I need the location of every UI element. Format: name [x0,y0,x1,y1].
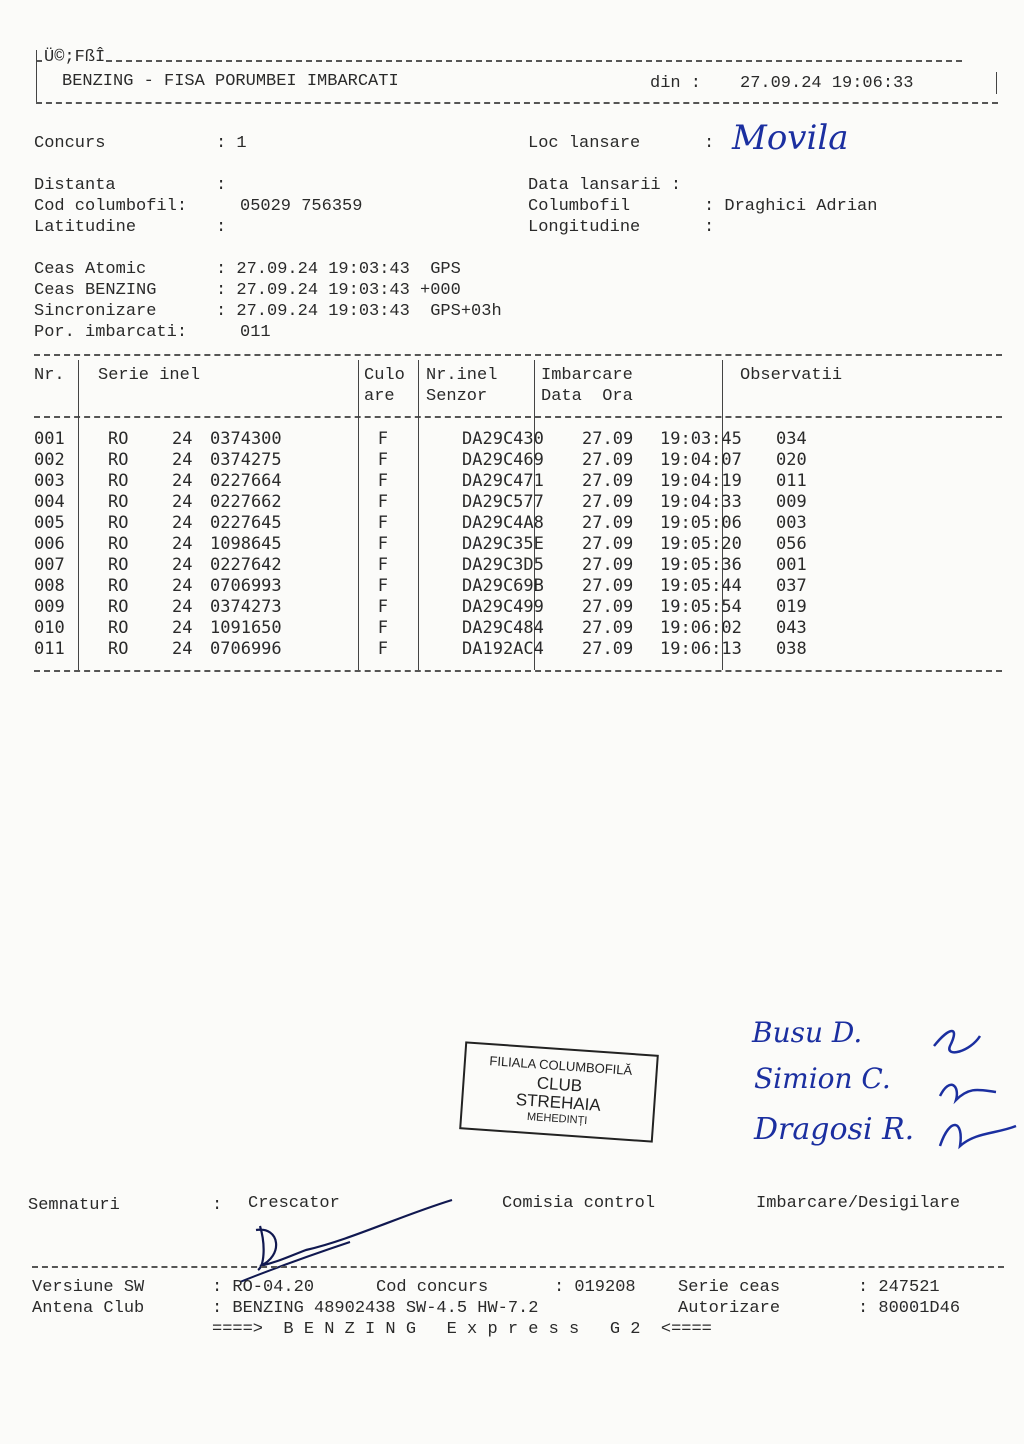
stamp-line-1: FILIALA COLUMBOFILĂ [488,1053,633,1079]
versiune-sw-label: Versiune SW [32,1278,145,1297]
cell-country: RO [108,617,129,638]
cell-culoare [396,491,454,512]
cell-sensor: DA29C430 [462,428,544,449]
table-row [34,617,836,638]
table-row [34,575,836,596]
cell-country: RO [108,533,129,554]
cell-nr: 011 [34,638,65,659]
cell-sensor: DA29C35E [462,533,544,554]
cell-year: 24 [172,512,193,533]
cell-nr: 006 [34,533,65,554]
cell-observatii: 009 [776,491,807,512]
cell-ring: 0374300 [210,428,282,449]
cell-sex: F [377,512,388,533]
semnaturi-colon: : [212,1196,223,1215]
footer-rule [32,1266,1004,1268]
cell-sensor: DA29C471 [462,470,544,491]
cell-culoare [396,554,454,575]
serie-ceas-value: : 247521 [858,1278,940,1297]
th-serie-inel: Serie inel [98,366,201,385]
cell-date: 27.09 [582,575,634,596]
distanta-value: : [216,176,227,195]
cell-ring: 0227645 [210,512,282,533]
th-observatii: Observatii [740,366,843,385]
cell-observatii: 056 [776,533,807,554]
cell-culoare [396,575,454,596]
cell-observatii: 011 [776,470,807,491]
table-row [34,428,836,449]
cell-nr: 010 [34,617,65,638]
table-row [34,512,836,533]
cell-sex: F [377,575,388,596]
th-nr: Nr. [34,366,65,385]
commission-signature-2: Simion C. [754,1062,891,1095]
table-top-rule [34,354,1002,356]
cell-sensor: DA29C3D5 [462,554,544,575]
cell-country: RO [108,491,129,512]
sincronizare-value: : 27.09.24 19:03:43 GPS+03h [216,302,502,321]
ceas-benzing-label: Ceas BENZING [34,281,157,300]
cell-observatii: 020 [776,449,807,470]
table-row [34,638,836,659]
commission-signature-1: Busu D. [752,1016,863,1049]
cell-ring: 0374275 [210,449,282,470]
cell-nr: 001 [34,428,65,449]
latitudine-label: Latitudine [34,218,137,237]
table-row [34,533,836,554]
data-lansarii-label: Data lansarii : [528,176,682,195]
cell-ring: 0706993 [210,575,282,596]
table-row [34,596,836,617]
cell-nr: 002 [34,449,65,470]
cell-sensor: DA29C499 [462,596,544,617]
cell-observatii: 034 [776,428,807,449]
cell-ring: 0374273 [210,596,282,617]
cell-year: 24 [172,638,193,659]
cell-country: RO [108,449,129,470]
cell-country: RO [108,575,129,596]
cell-culoare [396,617,454,638]
cod-columbofil-label: Cod columbofil: [34,197,188,216]
th-nr-inel-1: Nr.inel [426,366,498,385]
header-right-border [996,72,997,94]
longitudine-value: : [704,218,715,237]
autorizare-value: : 80001D46 [858,1299,961,1318]
semnaturi-label: Semnaturi [28,1196,120,1215]
cell-year: 24 [172,596,193,617]
cell-country: RO [108,596,129,617]
cell-time: 19:04:19 [660,470,742,491]
cell-nr: 003 [34,470,65,491]
cell-date: 27.09 [582,638,634,659]
table-header-rule [34,416,1002,418]
cod-columbofil-value: 05029 756359 [240,197,363,216]
table-row [34,449,836,470]
crescator-label: Crescator [248,1194,340,1213]
autorizare-label: Autorizare [678,1299,781,1318]
cell-sex: F [377,617,388,638]
pigeon-table [34,428,836,659]
ceas-atomic-label: Ceas Atomic [34,260,147,279]
header-bottom-rule [36,102,998,104]
cell-year: 24 [172,428,193,449]
cell-sex: F [377,533,388,554]
header-top-rule [36,60,962,62]
cell-culoare [396,638,454,659]
table-row [34,554,836,575]
ceas-benzing-value: : 27.09.24 19:03:43 +000 [216,281,461,300]
cell-year: 24 [172,491,193,512]
versiune-sw-value: : RO-04.20 [212,1278,315,1297]
por-imbarcati-label: Por. imbarcati: [34,323,188,342]
cell-year: 24 [172,470,193,491]
cell-date: 27.09 [582,470,634,491]
cell-year: 24 [172,575,193,596]
brand-line: ====> B E N Z I N G E x p r e s s G 2 <==== [212,1320,712,1339]
cell-ring: 1091650 [210,617,282,638]
cell-year: 24 [172,449,193,470]
cell-sex: F [377,428,388,449]
cell-time: 19:04:33 [660,491,742,512]
cell-year: 24 [172,554,193,575]
loc-lansare-label: Loc lansare [528,134,641,153]
cell-date: 27.09 [582,449,634,470]
cell-sex: F [377,449,388,470]
cell-time: 19:05:06 [660,512,742,533]
cell-time: 19:06:13 [660,638,742,659]
cell-ring: 0227662 [210,491,282,512]
cell-nr: 009 [34,596,65,617]
antena-club-label: Antena Club [32,1299,145,1318]
th-nr-inel-2: Senzor [426,387,488,406]
cell-culoare [396,470,454,491]
cell-nr: 008 [34,575,65,596]
cell-observatii: 037 [776,575,807,596]
cell-nr: 005 [34,512,65,533]
cell-culoare [396,428,454,449]
table-row [34,491,836,512]
longitudine-label: Longitudine [528,218,641,237]
antena-club-value: : BENZING 48902438 SW-4.5 HW-7.2 [212,1299,539,1318]
cell-country: RO [108,428,129,449]
header-left-border [36,50,37,102]
header-datetime: 27.09.24 19:06:33 [740,74,914,93]
commission-signature-3: Dragosi R. [754,1112,915,1147]
cell-sensor: DA29C69B [462,575,544,596]
cell-year: 24 [172,533,193,554]
th-culoare-1: Culo [364,366,405,385]
cell-country: RO [108,638,129,659]
cell-country: RO [108,554,129,575]
cell-sex: F [377,470,388,491]
stamp-line-2: CLUB [536,1073,583,1096]
sincronizare-label: Sincronizare [34,302,157,321]
cell-date: 27.09 [582,533,634,554]
cell-observatii: 038 [776,638,807,659]
header-code: Ü©;FßÎ [44,48,106,67]
cell-sex: F [377,596,388,617]
th-culoare-2: are [364,387,395,406]
cell-time: 19:04:07 [660,449,742,470]
cell-ring: 0706996 [210,638,282,659]
cell-observatii: 043 [776,617,807,638]
cell-sensor: DA29C469 [462,449,544,470]
cod-concurs-value: : 019208 [554,1278,636,1297]
cell-date: 27.09 [582,596,634,617]
cell-sensor: DA29C4A8 [462,512,544,533]
cell-culoare [396,596,454,617]
cell-culoare [396,512,454,533]
loc-lansare-handwritten: Movila [732,118,849,158]
concurs-value: : 1 [216,134,247,153]
columbofil-value: : Draghici Adrian [704,197,878,216]
cell-date: 27.09 [582,512,634,533]
th-imbarcare-2: Data Ora [541,387,633,406]
header-din-label: din : [650,74,702,93]
cell-observatii: 019 [776,596,807,617]
concurs-label: Concurs [34,134,106,153]
latitudine-value: : [216,218,227,237]
cell-date: 27.09 [582,554,634,575]
cell-sensor: DA29C484 [462,617,544,638]
cell-time: 19:05:20 [660,533,742,554]
cell-time: 19:05:44 [660,575,742,596]
page-title: BENZING - FISA PORUMBEI IMBARCATI [62,72,399,91]
por-imbarcati-value: 011 [240,323,271,342]
cell-nr: 007 [34,554,65,575]
cell-sex: F [377,638,388,659]
ceas-atomic-value: : 27.09.24 19:03:43 GPS [216,260,461,279]
table-row [34,470,836,491]
cell-observatii: 003 [776,512,807,533]
cell-sensor: DA29C577 [462,491,544,512]
columbofil-label: Columbofil [528,197,631,216]
imbarcare-desigilare-label: Imbarcare/Desigilare [756,1194,961,1213]
cod-concurs-label: Cod concurs [376,1278,489,1297]
cell-ring: 0227664 [210,470,282,491]
cell-country: RO [108,512,129,533]
cell-culoare [396,449,454,470]
th-imbarcare-1: Imbarcare [541,366,633,385]
table-bottom-rule [34,670,1002,672]
commission-scribbles [920,1016,1020,1156]
comisia-control-label: Comisia control [502,1194,656,1213]
cell-country: RO [108,470,129,491]
cell-sex: F [377,554,388,575]
stamp-line-3: STREHAIA [515,1090,602,1115]
cell-time: 19:06:02 [660,617,742,638]
cell-date: 27.09 [582,491,634,512]
cell-culoare [396,533,454,554]
cell-nr: 004 [34,491,65,512]
cell-time: 19:05:36 [660,554,742,575]
cell-sex: F [377,491,388,512]
cell-ring: 0227642 [210,554,282,575]
distanta-label: Distanta [34,176,116,195]
cell-time: 19:05:54 [660,596,742,617]
cell-sensor: DA192AC4 [462,638,544,659]
cell-time: 19:03:45 [660,428,742,449]
club-stamp [459,1041,659,1142]
stamp-line-4: MEHEDINȚI [526,1110,588,1128]
cell-date: 27.09 [582,428,634,449]
serie-ceas-label: Serie ceas [678,1278,781,1297]
cell-ring: 1098645 [210,533,282,554]
cell-observatii: 001 [776,554,807,575]
cell-date: 27.09 [582,617,634,638]
cell-year: 24 [172,617,193,638]
loc-lansare-colon: : [704,134,715,153]
